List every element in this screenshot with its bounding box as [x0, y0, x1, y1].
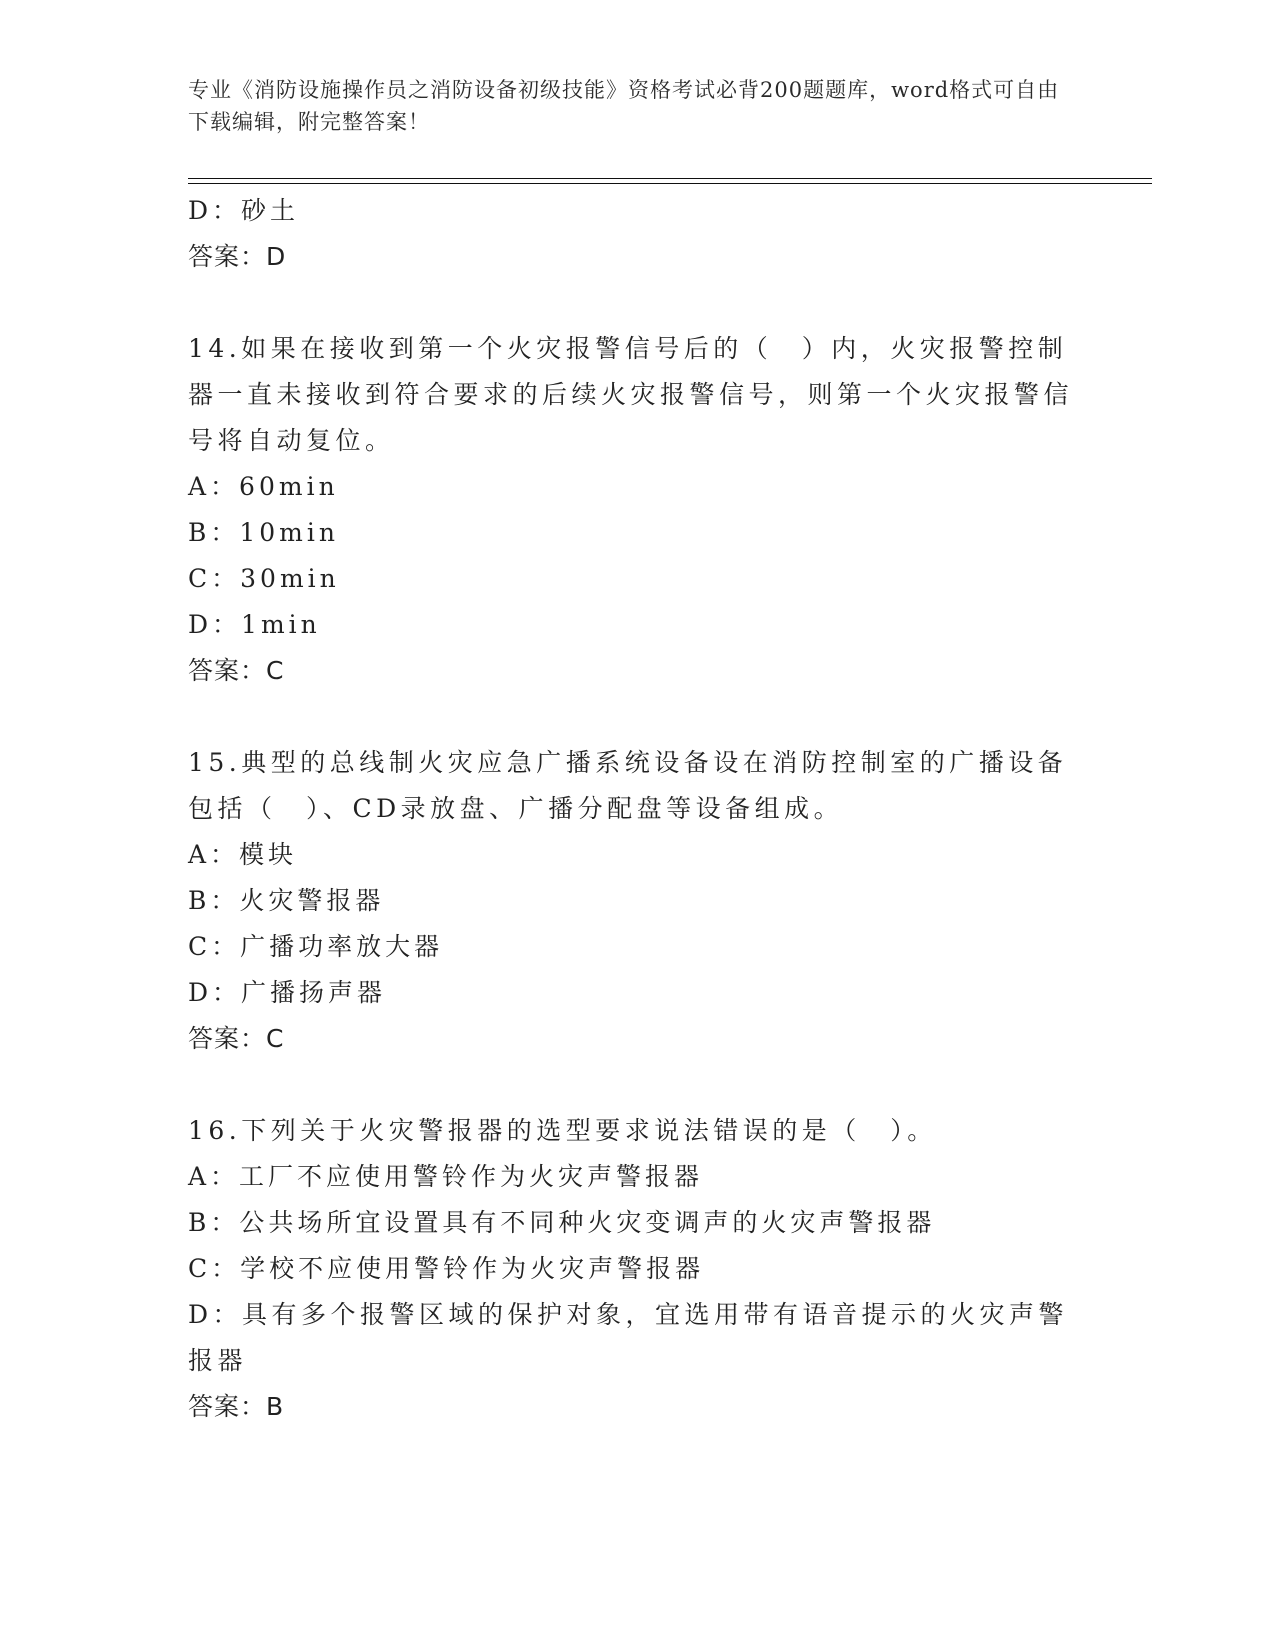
q16-option-b: B：公共场所宜设置具有不同种火灾变调声的火灾声警报器 [188, 1208, 936, 1237]
question-list [188, 188, 1078, 1430]
q15-option-b: B：火灾警报器 [188, 886, 385, 915]
q16-option-a: A：工厂不应使用警铃作为火灾声警报器 [188, 1162, 704, 1191]
q14-option-a: A：60min [188, 472, 339, 501]
spacer [188, 280, 1078, 326]
q15-answer: 答案：C [188, 1024, 285, 1053]
page-header: 专业《消防设施操作员之消防设备初级技能》资格考试必背200题题库，word格式可自由下载编辑，附完整答案！ [188, 78, 1060, 134]
q15-option-c: C：广播功率放大器 [188, 932, 444, 961]
q15-option-a: A：模块 [188, 840, 298, 869]
q15-option-d: D：广播扬声器 [188, 978, 387, 1007]
header-divider [188, 178, 1152, 184]
q14-stem: 14.如果在接收到第一个火灾报警信号后的（ ）内，火灾报警控制器一直未接收到符合要求的后续火灾报警信号，则第一个火灾报警信号将自动复位。 [188, 334, 1074, 455]
q16-option-d: D：具有多个报警区域的保护对象，宜选用带有语音提示的火灾声警报器 [188, 1300, 1069, 1375]
q15-stem: 15.典型的总线制火灾应急广播系统设备设在消防控制室的广播设备包括（ ）、CD录放盘、广播分配盘等设备组成。 [188, 748, 1068, 823]
q13-answer: 答案：D [188, 242, 287, 271]
q13-option-d: D：砂土 [188, 196, 300, 225]
q14-option-d: D：1min [188, 610, 321, 639]
q14-option-c: C：30min [188, 564, 340, 593]
spacer [188, 1062, 1078, 1108]
q14-answer: 答案：C [188, 656, 285, 685]
spacer [188, 694, 1078, 740]
q14-option-b: B：10min [188, 518, 339, 547]
q16-answer: 答案：B [188, 1392, 285, 1421]
q16-option-c: C：学校不应使用警铃作为火灾声警报器 [188, 1254, 705, 1283]
q16-stem: 16.下列关于火灾警报器的选型要求说法错误的是（ ）。 [188, 1116, 937, 1145]
